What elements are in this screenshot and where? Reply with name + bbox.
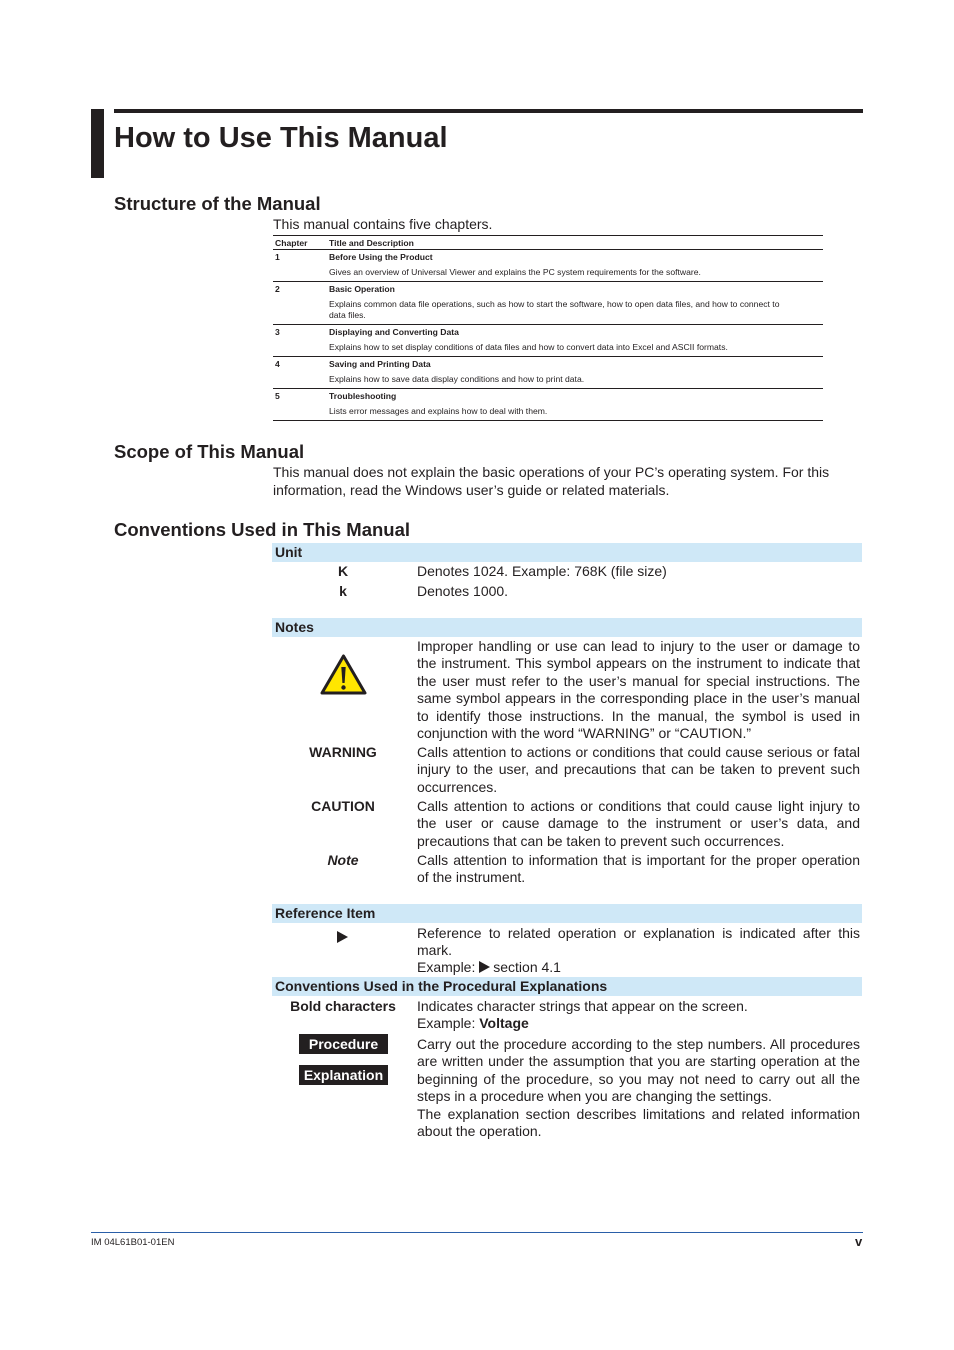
table-row [273, 357, 823, 389]
caution-label: CAUTION [311, 798, 375, 814]
warning-symbol-desc: Improper handling or use can lead to injury to the user or damage to the instrument. This symbol appears on the instrument to indicate that the user must refer to the user’s manual for special instructions. The same symbol appears in the corresponding place in the user’s manual to identify those instructions. In the manual, the symbol is used in conjunction with the word “WARNING” or “CAUTION.” [417, 638, 860, 742]
structure-heading: Structure of the Manual [114, 193, 321, 214]
reference-arrow-icon [337, 929, 351, 947]
chapter-description: Explains how to set display conditions of data files and how to convert data into Excel and ASCII formats. [329, 342, 728, 352]
footer-page-number: v [855, 1234, 863, 1249]
warning-label: WARNING [309, 744, 377, 760]
chapter-title: Before Using the Product [329, 252, 433, 262]
chapter-number: 3 [275, 327, 280, 337]
bold-characters-desc: Indicates character strings that appear on the screen. [417, 998, 748, 1014]
page-title: How to Use This Manual [114, 122, 448, 154]
reference-example [417, 959, 860, 976]
chapter-table-header [273, 236, 823, 250]
warning-triangle-icon [320, 654, 367, 695]
chapter-title: Saving and Printing Data [329, 359, 431, 369]
scope-text: This manual does not explain the basic operations of your PC’s operating system. For this information, read the Windows user’s guide or related materials. [273, 464, 830, 498]
reference-example-prefix: Example: [417, 959, 476, 975]
chapter-number: 2 [275, 284, 280, 294]
reference-example-target: section 4.1 [493, 959, 561, 975]
conventions-heading: Conventions Used in This Manual [114, 519, 411, 540]
unit-k-lower-desc: Denotes 1000. [417, 583, 509, 599]
reference-desc: Reference to related operation or explanation is indicated after this mark. [417, 925, 860, 959]
caution-desc: Calls attention to actions or conditions that could cause light injury to the user or cause damage to the instrument or user’s data, and precautions that can be taken to prevent such occurrences. [417, 798, 860, 849]
bold-example-prefix: Example: [417, 1015, 476, 1031]
chapter-description: Explains common data file operations, such as how to start the software, how to open data files, and how to connect to data files. [329, 299, 780, 320]
notes-band: Notes [272, 618, 862, 637]
chapter-description: Gives an overview of Universal Viewer and explains the PC system requirements for the software. [329, 267, 701, 277]
col-chapter-header: Chapter [275, 237, 308, 248]
title-rule [114, 109, 863, 113]
table-row [273, 389, 823, 420]
structure-intro: This manual contains five chapters. [273, 216, 493, 232]
chapter-title: Displaying and Converting Data [329, 327, 459, 337]
chapter-title: Troubleshooting [329, 391, 397, 401]
chapter-number: 5 [275, 391, 280, 401]
bold-characters-label: Bold characters [290, 998, 396, 1014]
warning-desc: Calls attention to actions or conditions that could cause serious or fatal injury to the user, and precautions that can be taken to prevent such occurrences. [417, 744, 860, 795]
unit-k-lower: k [339, 583, 347, 599]
chapter-number: 4 [275, 359, 280, 369]
procedure-desc: Carry out the procedure according to the step numbers. All procedures are written under the assumption that you are starting operation at the beginning of the procedure, so you may not need to carry out all the steps in a procedure when you are changing the settings. [417, 1036, 860, 1105]
table-row [273, 250, 823, 282]
explanation-desc: The explanation section describes limitations and related information about the operation. [417, 1106, 860, 1140]
title-bar-mark [91, 109, 104, 178]
table-row [273, 325, 823, 357]
table-row [273, 282, 823, 325]
chapter-description: Lists error messages and explains how to deal with them. [329, 406, 548, 416]
chapter-number: 1 [275, 252, 280, 262]
unit-band: Unit [272, 543, 862, 562]
chapter-title: Basic Operation [329, 284, 395, 294]
reference-band: Reference Item [272, 904, 862, 923]
unit-k-upper-desc: Denotes 1024. Example: 768K (file size) [417, 563, 667, 579]
reference-example-arrow-icon [479, 961, 490, 973]
scope-heading: Scope of This Manual [114, 441, 305, 462]
footer-rule [91, 1232, 863, 1233]
procedure-label-box: Procedure [299, 1034, 388, 1054]
bold-characters-example [417, 1015, 860, 1032]
chapter-table [273, 235, 823, 421]
chapter-description: Explains how to save data display conditions and how to print data. [329, 374, 585, 384]
bold-example-value: Voltage [479, 1015, 529, 1031]
note-label: Note [327, 852, 359, 868]
explanation-label-box: Explanation [299, 1065, 388, 1085]
procedural-band: Conventions Used in the Procedural Explanations [272, 977, 862, 996]
note-desc: Calls attention to information that is important for the proper operation of the instrument. [417, 852, 860, 886]
unit-k-upper: K [337, 563, 349, 579]
col-title-header: Title and Description [329, 237, 414, 248]
footer-doc-id: IM 04L61B01-01EN [91, 1237, 175, 1248]
